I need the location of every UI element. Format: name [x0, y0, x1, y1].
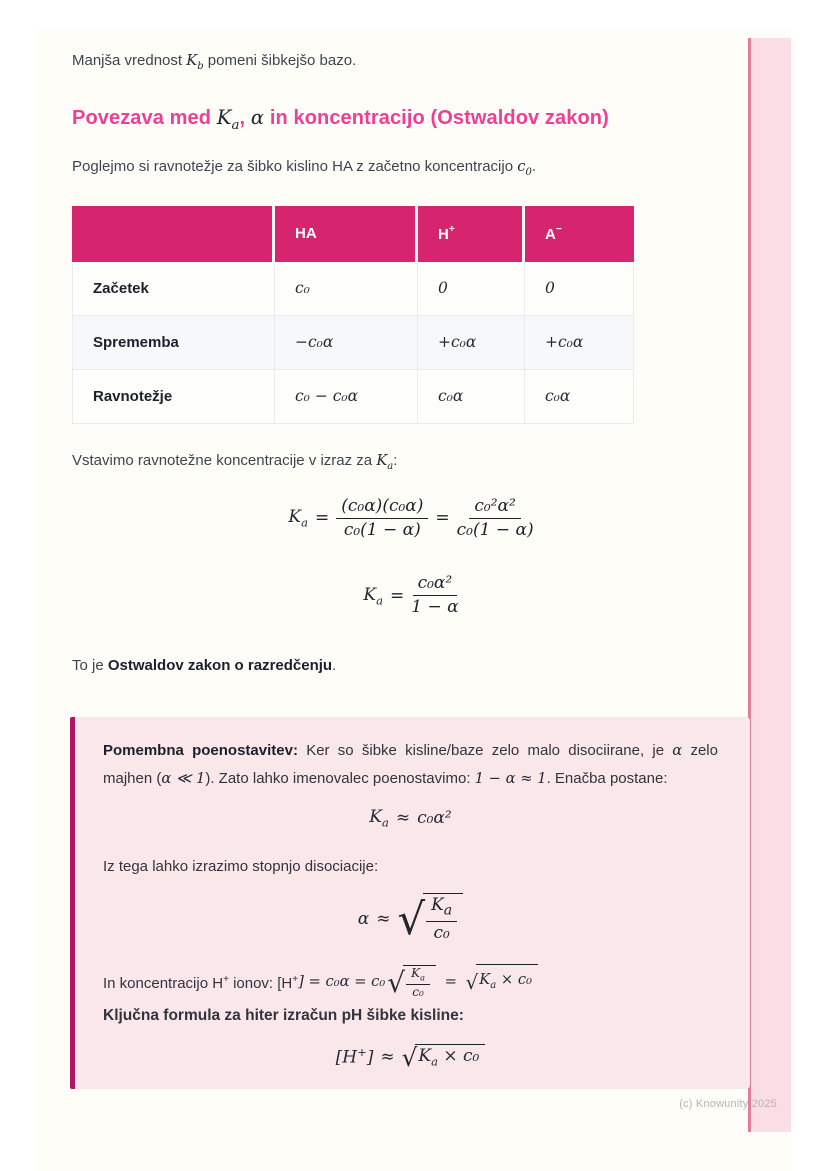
ka-symbol: $K_a$ — [288, 507, 308, 530]
callout-paragraph-h-ions: In koncentracijo H+ ionov: [H+ ] = c₀α = c₀ √ $\frac{K_a}{\text{c₀}}$ = √ $K_a \times c_0$ — [103, 964, 718, 1000]
table-row-zacetek — [72, 262, 634, 316]
table-cell: 0 — [525, 262, 634, 316]
fraction: $\frac{\text{(c₀α)(c₀α)}}{\text{c₀(1 − α)}}$ — [336, 496, 428, 542]
page-content — [72, 50, 750, 1089]
square-root: √ $K_a \times c_0$ — [402, 1044, 486, 1068]
table-cell: +c₀α — [418, 316, 525, 370]
alpha-symbol: α — [357, 908, 370, 929]
table-row-ravnotezje — [72, 370, 634, 424]
header-cell-empty — [72, 206, 275, 262]
table-cell: −c₀α — [275, 316, 418, 370]
ka-symbol: $K_a$ — [369, 806, 389, 830]
callout-paragraph-alpha: Iz tega lahko izrazimo stopnjo disociacije: — [103, 858, 379, 876]
para-kb: Manjša vrednost $K_b$ pomeni šibkejšo bazo. — [72, 52, 357, 72]
formula-ostwald-law: $K_a$ = $\frac{\text{c₀α²}}{1 - \alpha}$ — [363, 573, 459, 618]
table-cell: c₀α — [418, 370, 525, 424]
para-ostwald-law: To je Ostwaldov zakon o razredčenju. — [72, 656, 337, 674]
page-accent-strip — [748, 38, 791, 1132]
row-label: Ravnotežje — [72, 370, 275, 424]
ka-symbol: $K_a$ — [216, 105, 240, 133]
kb-symbol: $K_b$ — [186, 52, 204, 72]
table-cell: c₀α — [525, 370, 634, 424]
formula-ka-expanded: $K_a$ = $\frac{\text{(c₀α)(c₀α)}}{\text{c₀(1 − α)}}$ = $\frac{\text{c₀²α²}}{\text{c₀(1 − α)}}$ — [288, 495, 534, 540]
header-cell-a-minus: A− — [525, 206, 634, 262]
square-root: √ $\frac{K_a}{\text{c₀}}$ — [387, 965, 436, 1000]
section-heading: Povezava med $K_a$, α in koncentracijo (Ostwaldov zakon) — [72, 105, 609, 133]
table-cell: c₀ − c₀α — [275, 370, 418, 424]
ice-table — [72, 206, 634, 424]
alpha-condition: α ≪ 1 — [161, 769, 206, 787]
alpha-symbol: α — [250, 105, 265, 129]
para-insert: Vstavimo ravnotežne koncentracije v izraz za $K_a$: — [72, 451, 398, 472]
alpha-symbol: α — [672, 741, 683, 759]
table-cell: 0 — [418, 262, 525, 316]
row-label: Sprememba — [72, 316, 275, 370]
ka-symbol: $K_a$ — [376, 451, 394, 472]
approx-one: 1 − α ≈ 1 — [474, 769, 547, 787]
square-root: √ $K_a \times c_0$ — [466, 964, 538, 1000]
header-cell-ha: HA — [275, 206, 418, 262]
table-cell: c₀ — [275, 262, 418, 316]
callout-lead: Pomembna poenostavitev: — [103, 741, 298, 759]
table-cell: +c₀α — [525, 316, 634, 370]
formula-alpha: α ≈ √ $\frac{K_a}{\text{c₀}}$ — [103, 893, 718, 944]
callout-box — [70, 717, 750, 1089]
h-concentration-derivation: ] = c₀α = c₀ √ $\frac{K_a}{\text{c₀}}$ = √ $K_a \times c_0$ — [298, 964, 538, 1000]
callout-key-formula-label: Ključna formula za hiter izračun pH šibke kisline: — [103, 1007, 464, 1025]
formula-h-concentration: [H+] ≈ √ $K_a \times c_0$ — [103, 1044, 718, 1068]
table-row-sprememba — [72, 316, 634, 370]
ka-symbol: $K_a$ — [363, 584, 383, 608]
para-intro: Poglejmo si ravnotežje za šibko kislino HA z začetno koncentracijo $c_0$. — [72, 157, 536, 178]
c0-symbol: $c_0$ — [517, 157, 532, 178]
square-root: √ $\frac{K_a}{\text{c₀}}$ — [397, 893, 463, 944]
footer-watermark: (c) Knowunity 2025 — [679, 1098, 777, 1110]
fraction: $\frac{\text{c₀²α²}}{\text{c₀(1 − α)}}$ — [456, 495, 534, 540]
table-header-row — [72, 206, 634, 262]
bold-law-name: Ostwaldov zakon o razredčenju — [107, 656, 333, 674]
fraction: $\frac{\text{c₀α²}}{1 - \alpha}$ — [411, 573, 459, 618]
row-label: Začetek — [72, 262, 275, 316]
header-cell-h-plus: H+ — [418, 206, 525, 262]
formula-ka-simplified: $K_a$ ≈ c₀α² — [369, 806, 452, 830]
callout-paragraph: Pomembna poenostavitev: Ker so šibke kisline/baze zelo malo disociirane, je α zelo majhen (α ≪ 1). Zato lahko imenovalec poenostavimo: 1 − α ≈ 1. Enačba postane: — [103, 741, 718, 787]
h-plus-symbol: [H+] — [335, 1045, 374, 1068]
document-page — [35, 30, 791, 1171]
